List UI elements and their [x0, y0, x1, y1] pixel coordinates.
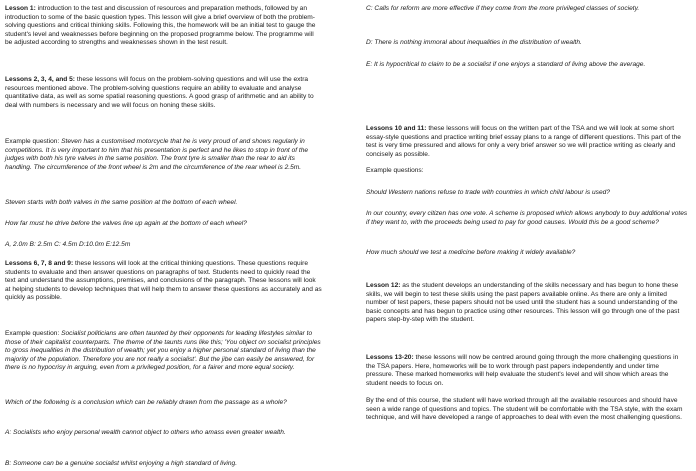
option-a: A: Socialists who enjoy personal wealth cannot object to others who amass even greater wealth. [5, 429, 286, 436]
option-b: B: Someone can be a genuine socialist whilst enjoying a high standard of living. [5, 460, 238, 467]
lesson-12-heading: Lesson 12: [366, 282, 401, 289]
example-questions-label: Example questions: [366, 167, 424, 174]
lesson-1-paragraph [5, 5, 322, 48]
essay-question-3: How much should we test a medicine before making it widely available? [366, 249, 576, 256]
example-1-text: Steven has a customised motorcycle that he is very proud of and shows regularly in competitions. It is very important to him that his presentation is perfect and he likes to stop in front of the judges with both his tyre valves in the same position. The front tyre is smaller than the rear to aid its handling. The circumference of the front wheel is 2m and the circumference of the rear wheel is 2.5m. [5, 138, 309, 171]
lessons-2-5-text: these lessons will focus on the problem-solving questions and will use the extra resources mentioned above. The problem-solving questions require an ability to evaluate and analyse quantitative data, as well as some spatial reasoning questions. A good grasp of arithmetic and an ability to deal with numbers is necessary and we will focus on honing these skills. [5, 76, 314, 109]
lessons-2-5-paragraph [5, 76, 322, 110]
lessons-13-20-text: these lessons will now be centred around going through the more challenging questions in the TSA papers. Here, homeworks will be to work through past papers independently and under time pressure. These marked homeworks will help evaluate the student's level and will show which areas the student needs to focus on. [366, 354, 679, 387]
example-2-text: Socialist politicians are often taunted by their opponents for leading lifestyles similar to those of their capitalist counterparts. The theme of the taunts runs like this; 'You object on socialist principles to gross inequalities in the distribution of wealth; yet you enjoy a higher personal standard of living than the majority of the population. Therefore you are not really a socialist'. But the jibe can easily be answered, for there is no hypocrisy in arguing, even from a privileged position, for a fairer and more equal society. [5, 330, 321, 372]
example-1-line-2: Steven starts with both valves in the same position at the bottom of each wheel. [5, 199, 238, 206]
essay-question-2: In our country, every citizen has one vote. A scheme is proposed which allows anybody to buy additional votes if they want to, with the proceeds being used to pay for good causes. Would this be a good scheme? [366, 210, 688, 226]
lessons-13-20-heading: Lessons 13-20: [366, 354, 414, 361]
option-c: C: Calls for reform are more effective if they come from the more privileged classes of society. [366, 5, 640, 12]
lessons-13-20-paragraph [366, 354, 688, 388]
example-1-question: How far must he drive before the valves line up again at the bottom of each wheel? [5, 220, 247, 227]
example-1-label: Example question: [5, 138, 62, 145]
lessons-6-9-heading: Lessons 6, 7, 8 and 9: [5, 260, 74, 267]
lesson-1-text: introduction to the test and discussion of resources and preparation methods, followed by an introduction to some of the basic question types. This lesson will give a brief overview of both the problem-solving questions and critical thinking skills. Following this, the homework will be an initial test to gauge the student's level and weaknesses before beginning on the proposed programme below. The programme will be adjusted according to strengths and weaknesses shown in the test result. [5, 5, 316, 47]
lessons-2-5-heading: Lessons 2, 3, 4, and 5: [5, 76, 75, 83]
option-d: D: There is nothing immoral about inequalities in the distribution of wealth. [366, 39, 582, 46]
lesson-12-text: as the student develops an understanding of the skills necessary and has begun to hone these skills, we will begin to test these skills using the past papers available online. As there are only a limited number of test papers, these papers should not be used until the student has a sound understanding of the basic concepts and has begun to practice using other resources. This lesson will go through one of the past papers step-by-step with the student. [366, 282, 680, 324]
lessons-6-9-paragraph [5, 260, 322, 303]
example-question-2 [5, 330, 322, 373]
example-2-question: Which of the following is a conclusion which can be reliably drawn from the passage as a whole? [5, 399, 287, 406]
lessons-10-11-heading: Lessons 10 and 11: [366, 125, 427, 132]
closing-paragraph: By the end of this course, the student will have worked through all the available resources and should have seen a wide range of questions and topics. The student will be comfortable with the TSA style, with the exam technique, and will have developed a range of approaches to deal with even the most challenging questions. [366, 397, 683, 422]
option-e: E: It is hypocritical to claim to be a socialist if one enjoys a standard of living above the average. [366, 61, 646, 68]
example-question-1 [5, 138, 322, 172]
lessons-10-11-paragraph [366, 125, 688, 159]
lessons-10-11-text: these lessons will focus on the written part of the TSA and we will look at some short essay-style questions and practice writing brief essay plans to a range of different questions. This part of the test is very time pressured and allows for only a very brief answer so we will practice writing as clearly and concisely as possible. [366, 125, 681, 158]
lesson-1-heading: Lesson 1: [5, 5, 36, 12]
essay-question-1: Should Western nations refuse to trade with countries in which child labour is used? [366, 189, 610, 196]
example-2-label: Example question: [5, 330, 62, 337]
lesson-12-paragraph [366, 282, 688, 325]
lessons-6-9-text: these lessons will look at the critical thinking questions. These questions require students to evaluate and then answer questions on paragraphs of text. Students need to quickly read the text and understand the assumptions, premises, and conclusions of the paragraph. These lessons will look at helping students to develop techniques that will help them to answer these questions as accurately and as quickly as possible. [5, 260, 322, 302]
example-1-options: A, 2.0m B: 2.5m C: 4.5m D:10.0m E:12.5m [5, 241, 131, 248]
